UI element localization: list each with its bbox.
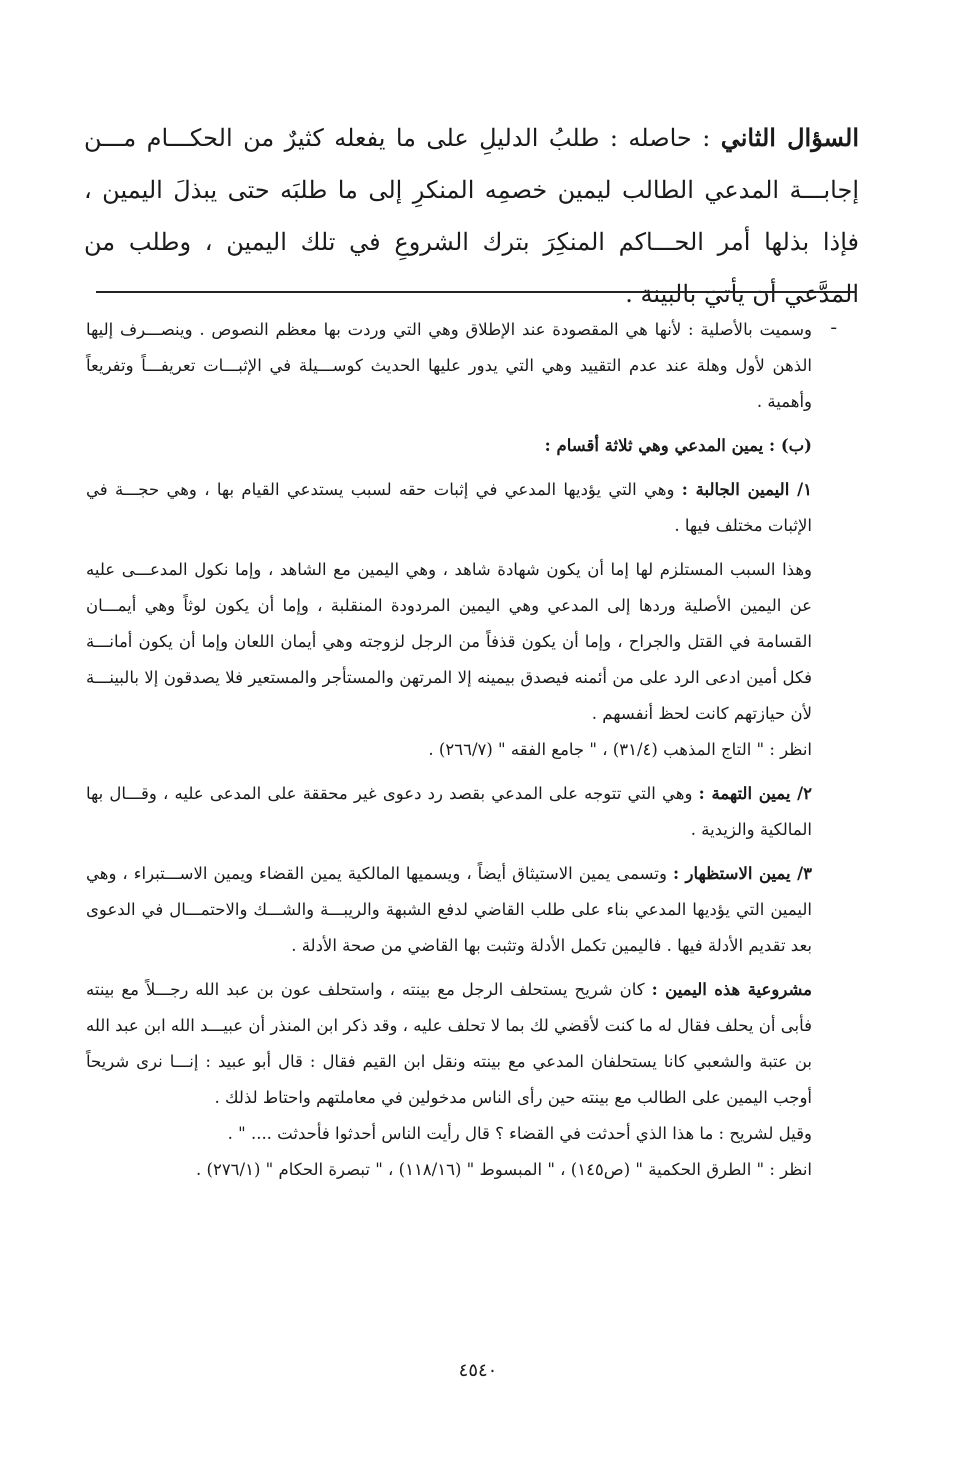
item2-label: ٢/ يمين التهمة : bbox=[698, 784, 813, 803]
item1-text: وهي التي يؤديها المدعي في إثبات حقه لسبب يستدعي القيام بها ، وهي حجـــة في الإثبات مختلف فيها . bbox=[86, 480, 812, 535]
question-text: : حاصله : طلبُ الدليلِ على ما يفعله كثيرٌ من الحكـــام مـــن إجابـــة المدعي الطالب ليمين خصمِه المنكرِ إلى ما طلبَه حتى يبذلَ اليمين ، فإذا بذلها أمر الحـــاكم المنكِرَ بترك الشروعِ في تلك اليمين ، وطلب من المدَّعي أن يأتيَ بالبينة . bbox=[84, 124, 859, 308]
legitimacy-label: مشروعية هذه اليمين : bbox=[651, 980, 812, 999]
section-b-heading bbox=[86, 428, 812, 464]
item2-paragraph bbox=[86, 776, 812, 848]
item3-text: وتسمى يمين الاستيثاق أيضاً ، ويسميها المالكية يمين القضاء ويمين الاســـتبراء ، وهي اليمين التي يؤديها المدعي بناء على طلب القاضي لدفع الشبهة والريبـــة والشـــك والاحتمـــال في الدعوى بعد تقديم الأدلة فيها . فاليمين تكمل الأدلة وتثبت بها القاضي من صحة الأدلة . bbox=[86, 864, 812, 955]
question-label: السؤال الثاني bbox=[720, 123, 859, 152]
item1-detail: وهذا السبب المستلزم لها إما أن يكون شهادة شاهد ، وهي اليمين مع الشاهد ، وإما نكول المدعـــى عليه عن اليمين الأصلية وردها إلى المدعي وهي اليمين المردودة المنقلبة ، وإما أن يكون لوثاً وهي أيمـــان القسامة في القتل والجراح ، وإما أن يكون قذفاً من الرجل لزوجته وهي أيمان اللعان وإما أن يكون أمانـــة فكل أمين ادعى الرد على من أئمنه فيصدق بيمينه إلا المرتهن والمستأجر والمستعير فلا يصدقون إلا بالبينـــة لأن حيازتهم كانت لحظ أنفسهم . bbox=[86, 560, 812, 723]
item2-text: وهي التي تتوجه على المدعي بقصد رد دعوى غير محققة على المدعى عليه ، وقـــال بها المالكية والزيدية . bbox=[86, 784, 812, 839]
page-number: ٤٥٤٠ bbox=[458, 1360, 498, 1381]
legitimacy-paragraph bbox=[86, 972, 812, 1116]
footnotes-block bbox=[86, 312, 812, 1188]
section-b-title: (ب) : يمين المدعي وهي ثلاثة أقسام : bbox=[544, 436, 812, 455]
legitimacy-text: كان شريح يستحلف الرجل مع بينته ، واستحلف عون بن عبد الله رجـــلاً مع بينته فأبى أن يحلف فقال له ما كنت لأقضي لك بما لا تحلف عليه ، وقد ذكر ابن المنذر أن عبيـــد الله ابن عبد الله بن عتبة والشعبي كانا يستحلفان المدعي مع بينته ونقل ابن القيم فقال : قال أبو عبيد : إنـــا نرى شريحاً أوجب اليمين على الطالب مع بينته حين رأى الناس مدخولين في معاملتهم واحتاط لذلك . bbox=[86, 980, 812, 1107]
footnote-separator bbox=[96, 291, 856, 293]
item1-paragraph bbox=[86, 472, 812, 544]
footnote-intro: وسميت بالأصلية : لأنها هي المقصودة عند الإطلاق وهي التي وردت بها معظم النصوص . وينصـــرف إليها الذهن لأول وهلة عند عدم التقييد وهي التي يدور عليها الحديث كوســـيلة في الإثبـــات تعريفـــاً وتفريعاً وأهمية . bbox=[86, 320, 812, 411]
reference-2: انظر : " الطرق الحكمية " (ص١٤٥) ، " المبسوط " (١١٨/١٦) ، " تبصرة الحكام " (٢٧٦/١) . bbox=[196, 1160, 812, 1179]
item3-paragraph bbox=[86, 856, 812, 964]
item3-label: ٣/ يمين الاستظهار : bbox=[672, 864, 812, 883]
reference-1: انظر : " التاج المذهب (٣١/٤) ، " جامع الفقه " (٢٦٦/٧) . bbox=[428, 740, 812, 759]
shurayh-quote: وقيل لشريح : ما هذا الذي أحدثت في القضاء ؟ قال رأيت الناس أحدثوا فأحدثت .... " . bbox=[227, 1124, 812, 1143]
item1-label: ١/ اليمين الجالبة : bbox=[681, 480, 812, 499]
question-paragraph bbox=[84, 112, 859, 320]
footnote-marker: ـ bbox=[831, 314, 836, 333]
